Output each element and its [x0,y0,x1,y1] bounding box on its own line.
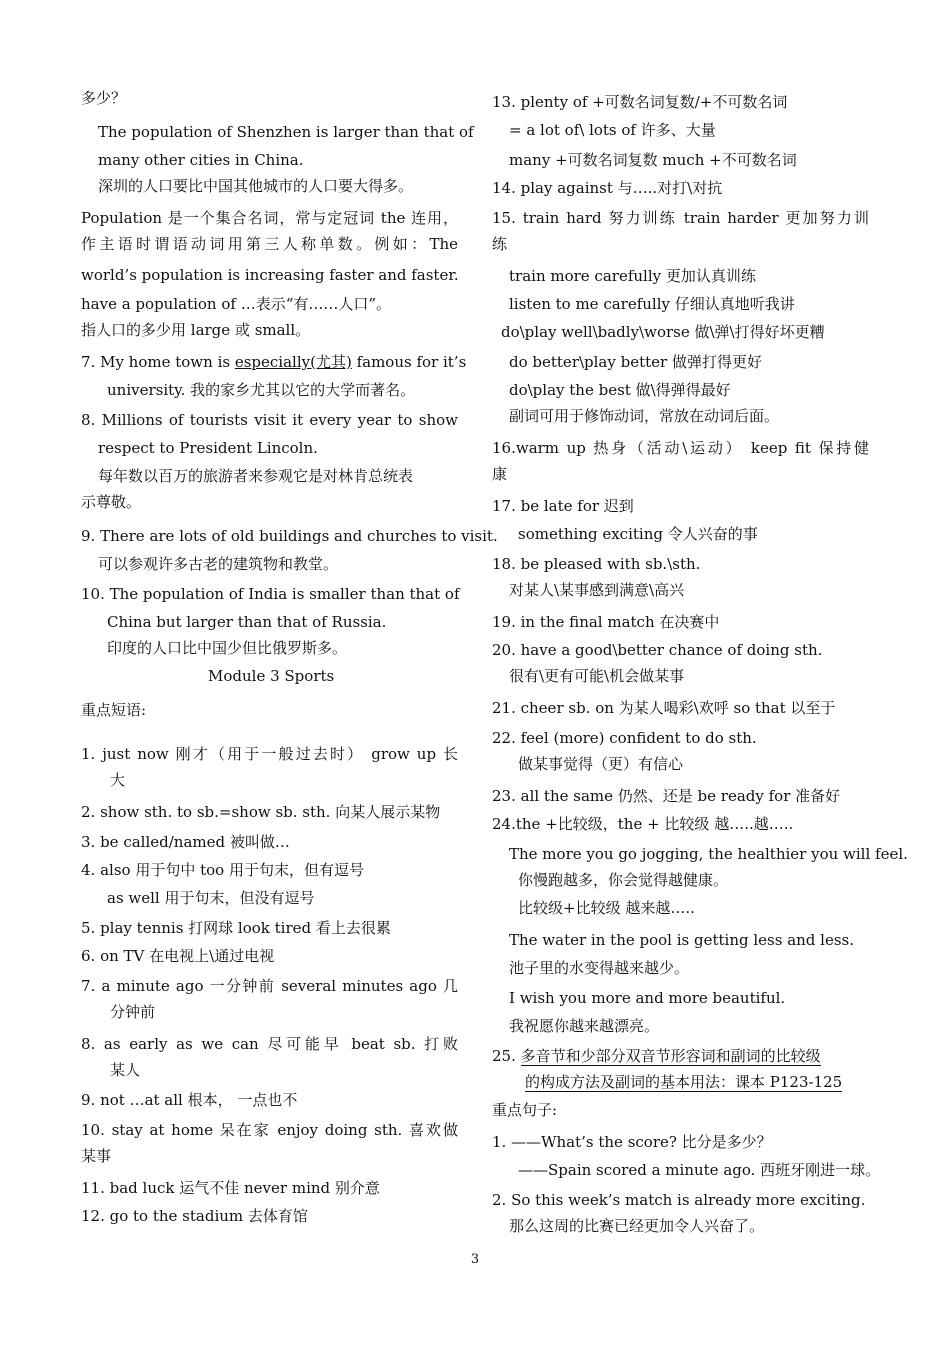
line-text: respect to President Lincoln. [98,439,318,457]
line-text: 那么这周的比赛已经更加令人兴奋了。 [509,1217,765,1235]
right-text-line [492,640,822,660]
right-text-line [492,208,869,228]
line-text: 1. ——What’s the score? 比分是多少？ [492,1133,772,1151]
left-text-line [208,666,334,686]
left-text-line [81,208,458,228]
left-text-line [98,122,474,142]
right-text-line [518,754,683,774]
left-text-line [81,744,458,764]
line-text: 11. bad luck 运气不佳 never mind 别介意 [81,1179,380,1197]
line-text: The more you go jogging, the healthier you will feel. [509,845,908,863]
page-number: 3 [470,1252,480,1267]
line-text: 8. Millions of tourists visit it every year to show [81,411,458,429]
right-text-line [492,814,793,834]
line-text: train more carefully 更加认真训练 [509,267,756,285]
right-text-line [492,612,719,632]
left-text-line [81,492,141,512]
left-text-line [81,860,364,880]
right-text-line [509,1016,659,1036]
line-text: 某事 [81,1147,112,1165]
line-text: 18. be pleased with sb.\sth. [492,555,701,573]
line-text: Module 3 Sports [208,667,335,685]
right-text-line [492,1190,865,1210]
line-text: The population of Shenzhen is larger than that of [98,123,474,141]
line-text: 7. My home town is [81,353,235,371]
line-text: 19. in the final match 在决赛中 [492,613,720,631]
line-text: 重点句子: [492,1101,558,1119]
line-text: 3. be called/named 被叫做… [81,833,290,851]
line-text: 12. go to the stadium 去体育馆 [81,1207,308,1225]
left-text-line [81,918,391,938]
right-text-line [492,554,700,574]
right-text-line [509,380,731,400]
line-text: China but larger than that of Russia. [107,613,387,631]
line-text: The water in the pool is getting less and less. [509,931,854,949]
line-text: 对某人\某事感到满意\高兴 [509,581,685,599]
line-text: 每年数以百万的旅游者来参观它是对林肯总统表 [98,467,414,485]
line-text: 2. show sth. to sb.=show sb. sth. 向某人展示某物 [81,803,441,821]
line-text: 多少？ [81,89,127,107]
left-text-line [81,946,274,966]
line-text: 池子里的水变得越来越少。 [509,959,690,977]
left-text-line [81,320,310,340]
underlined-text: 的构成方法及副词的基本用法：课本 P123-125 [525,1073,843,1091]
underlined-text: 多音节和少部分双音节形容词和副词的比较级 [520,1047,821,1065]
line-text: do better\play better 做弹打得更好 [509,353,762,371]
right-text-line [509,930,854,950]
line-text: 印度的人口比中国少但比俄罗斯多。 [107,639,348,657]
line-text: 很有\更有可能\机会做某事 [509,667,685,685]
line-text: 14. play against 与…..对打\对抗 [492,179,723,197]
left-text-line [81,802,440,822]
line-text: 可以参观许多古老的建筑物和教堂。 [98,555,339,573]
right-text-line [492,234,507,254]
left-text-line [81,410,458,430]
right-text-line [492,1100,557,1120]
line-text: 康 [492,465,508,483]
line-text: 深圳的人口要比中国其他城市的人口要大得多。 [98,177,414,195]
line-text: 22. feel (more) confident to do sth. [492,729,757,747]
right-text-line [509,666,684,686]
line-text: ——Spain scored a minute ago. 西班牙刚进一球。 [518,1161,881,1179]
right-text-line [509,988,785,1008]
right-text-line [492,438,869,458]
line-text: 23. all the same 仍然、还是 be ready for 准备好 [492,787,841,805]
line-text: 作主语时谓语动词用第三人称单数。例如：The [81,235,458,253]
left-text-line [81,700,146,720]
right-text-line [509,958,689,978]
line-text: 比较级+比较级 越来越….. [518,899,695,917]
right-text-line [509,150,797,170]
right-text-line [492,786,840,806]
line-text: 示尊敬。 [81,493,142,511]
right-text-line [492,464,507,484]
line-text: 9. not …at all 根本， 一点也不 [81,1091,298,1109]
line-text: 20. have a good\better chance of doing sth. [492,641,823,659]
left-text-line [81,584,458,604]
right-column [492,0,908,1346]
left-text-line [110,770,125,790]
right-text-line [492,496,634,516]
line-text: 某人 [110,1061,141,1079]
line-text: 6. on TV 在电视上\通过电视 [81,947,275,965]
line-text: 7. a minute ago 一分钟前 several minutes ago 几 [81,977,458,995]
right-text-line [518,870,728,890]
right-text-line [509,580,684,600]
right-text-line [492,178,722,198]
left-text-line [110,1002,155,1022]
left-text-line [107,380,415,400]
line-text: 副词可用于修饰动词，常放在动词后面。 [509,407,780,425]
line-text: many other cities in China. [98,151,304,169]
line-text: 大 [110,771,126,789]
left-text-line [107,638,347,658]
left-text-line [81,1206,308,1226]
line-text: 你慢跑越多，你会觉得越健康。 [518,871,729,889]
line-text: 重点短语: [81,701,147,719]
line-text: I wish you more and more beautiful. [509,989,786,1007]
right-text-line [492,1046,821,1066]
line-text: 4. also 用于句中 too 用于句末，但有逗号 [81,861,364,879]
line-text: something exciting 令人兴奋的事 [518,525,758,543]
left-text-line [98,150,304,170]
right-text-line [492,728,757,748]
line-text: 2. So this week’s match is already more exciting. [492,1191,866,1209]
right-text-line [509,120,716,140]
line-text: 1. just now 刚才（用于一般过去时） grow up 长 [81,745,458,763]
right-text-line [518,524,758,544]
line-text: 16.warm up 热身（活动\运动） keep fit 保持健 [492,439,869,457]
line-text: = a lot of\ lots of 许多、大量 [509,121,716,139]
right-text-line [525,1072,842,1092]
line-text: 做某事觉得（更）有信心 [518,755,684,773]
line-text: 指人口的多少用 large 或 small。 [81,321,311,339]
line-text: 15. train hard 努力训练 train harder 更加努力训 [492,209,869,227]
left-text-line [81,526,498,546]
left-text-line [98,176,413,196]
right-text-line [509,266,756,286]
line-text: 10. The population of India is smaller than that of [81,585,460,603]
line-text: 24.the +比较级，the + 比较级 越…..越….. [492,815,794,833]
line-text: have a population of …表示“有……人口”。 [81,295,392,313]
line-text: Population 是一个集合名词，常与定冠词 the 连用， [81,209,458,227]
right-text-line [509,844,908,864]
line-text: as well 用于句末，但没有逗号 [107,889,315,907]
left-text-line [81,1120,458,1140]
left-text-line [81,832,290,852]
line-text: 13. plenty of +可数名词复数/+不可数名词 [492,93,788,111]
right-text-line [518,1160,880,1180]
left-text-line [81,1146,111,1166]
left-text-line [81,1090,297,1110]
left-text-line [81,88,126,108]
line-text: 练 [492,235,508,253]
left-text-line [110,1060,140,1080]
right-text-line [492,698,835,718]
line-text: 17. be late for 迟到 [492,497,634,515]
line-text: world’s population is increasing faster and faster. [81,266,459,284]
left-text-line [81,1178,380,1198]
line-text: 25. [492,1047,521,1065]
underlined-text: especially(尤其) [234,353,352,371]
left-text-line [81,234,458,254]
right-text-line [501,322,825,342]
right-text-line [509,406,779,426]
left-text-line [81,352,467,372]
right-text-line [509,294,795,314]
line-text: listen to me carefully 仔细认真地听我讲 [509,295,795,313]
left-text-line [98,554,338,574]
right-text-line [492,92,787,112]
left-text-line [81,976,458,996]
left-text-line [81,265,459,285]
line-text-tail: famous for it’s [351,353,467,371]
left-text-line [98,438,318,458]
right-text-line [509,1216,764,1236]
left-column [81,0,501,1346]
line-text: 我祝愿你越来越漂亮。 [509,1017,660,1035]
left-text-line [107,612,386,632]
line-text: 分钟前 [110,1003,156,1021]
right-text-line [492,1132,772,1152]
line-text: 21. cheer sb. on 为某人喝彩\欢呼 so that 以至于 [492,699,836,717]
line-text: 8. as early as we can 尽可能早 beat sb. 打败 [81,1035,458,1053]
line-text: many +可数名词复数 much +不可数名词 [509,151,797,169]
line-text: do\play well\badly\worse 做\弹\打得好坏更糟 [501,323,825,341]
left-text-line [81,1034,458,1054]
left-text-line [107,888,315,908]
line-text: 9. There are lots of old buildings and churches to visit. [81,527,498,545]
line-text: do\play the best 做\得弹得最好 [509,381,731,399]
right-text-line [518,898,695,918]
line-text: 10. stay at home 呆在家 enjoy doing sth. 喜欢做 [81,1121,458,1139]
left-text-line [98,466,413,486]
right-text-line [509,352,762,372]
left-text-line [81,294,391,314]
line-text: 5. play tennis 打网球 look tired 看上去很累 [81,919,391,937]
line-text: university. 我的家乡尤其以它的大学而著名。 [107,381,416,399]
